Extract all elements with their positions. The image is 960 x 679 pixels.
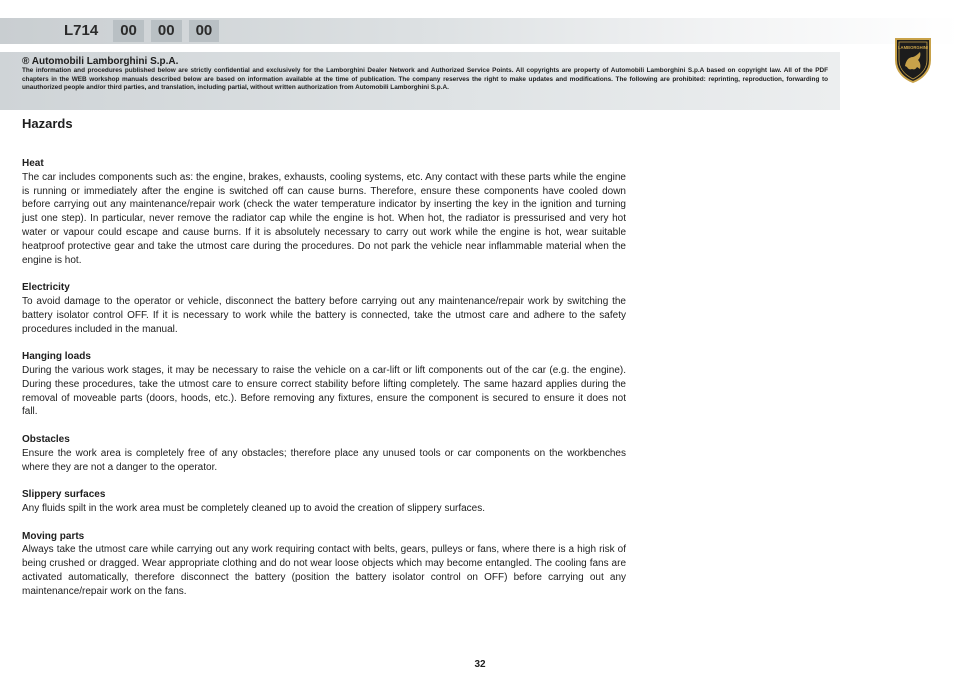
hazard-moving-parts <box>22 530 626 599</box>
copyright-title: ® Automobili Lamborghini S.p.A. <box>22 56 179 67</box>
hazard-body: Any fluids spilt in the work area must be completely cleaned up to avoid the creation of slippery surfaces. <box>22 502 486 514</box>
hazard-body: The car includes components such as: the engine, brakes, exhausts, cooling systems, etc. Any contact with these parts while the engine is running or immediately after the engine is switched off can cause burns. Therefore, ensure these components have cooled down before carrying out any maintenance/repair work (check the water temperature indicator by inserting the key in the ignition and turning just one step). In particular, never remove the radiator cap while the engine is hot. When hot, the radiator is pressurised and very hot water or vapour could escape and cause burns. If it is absolutely necessary to carry out work while the engine is hot, wear suitable heatproof protective gear and take the utmost care during the procedures. Do not park the vehicle near inflammable material when the engine is hot. <box>22 171 626 266</box>
page-number: 32 <box>474 659 486 670</box>
hazard-heading: Hanging loads <box>22 351 91 363</box>
subgroup-code: 00 <box>151 20 182 42</box>
hazard-hanging-loads <box>22 350 626 419</box>
hazard-body: Ensure the work area is completely free of any obstacles; therefore place any unused tools or car components on the workbenches where they are not a danger to the operator. <box>22 447 626 473</box>
model-code: L714 <box>64 22 99 39</box>
hazard-body: Always take the utmost care while carrying out any work requiring contact with belts, gears, pulleys or fans, where there is a high risk of being crushed or dragged. Wear appropriate clothing and do not wear loose objects which may become entangled. The cooling fans are activated automatically, therefore disconnect the battery (position the battery isolator control on OFF) before carrying out any maintenance/repair work on the fans. <box>22 544 626 597</box>
hazard-heading: Slippery surfaces <box>22 489 106 501</box>
hazard-obstacles <box>22 433 626 474</box>
lamborghini-logo-icon <box>893 36 933 84</box>
hazard-body: During the various work stages, it may be necessary to raise the vehicle on a car-lift or lift components out of the car (e.g. the engine). During these procedures, take the utmost care to ensure correct stability before lifting completely. The same hazard applies during the removal of moveable parts (doors, hoods, etc.). Before removing any fixtures, ensure the component is secured to ensure it does not fall. <box>22 364 626 418</box>
hazard-body: To avoid damage to the operator or vehicle, disconnect the battery before carrying out any maintenance/repair work by switching the battery isolator control OFF. If it is necessary to work while the battery is connected, take the utmost care and adhere to the safety procedures included in the manual. <box>22 295 626 335</box>
group-code: 00 <box>113 20 144 42</box>
procedure-code: 00 <box>189 20 220 42</box>
hazard-heading: Moving parts <box>22 530 85 542</box>
hazard-heading: Obstacles <box>22 433 70 445</box>
logo-text: LAMBORGHINI <box>897 45 929 50</box>
copyright-notice: The information and procedures published below are strictly confidential and exclusively for the Lamborghini Dealer Network and Authorized Service Points. All copyrights are property of Automobili Lamborghini S.p.A based on copyright law. All of the PDF chapters in the WEB workshop manuals described below are based on information available at the time of publication. The company reserves the right to make updates and modifications. The following are prohibited: reprinting, reproduction, forwarding to unauthorized people and/or third parties, and translation, including partial, without written authorization from Automobili Lamborghini S.p.A. <box>22 67 828 91</box>
hazards-content <box>22 157 626 612</box>
hazard-heat <box>22 157 626 267</box>
hazard-electricity <box>22 281 626 336</box>
hazard-heading: Electricity <box>22 282 70 294</box>
hazard-slippery-surfaces <box>22 488 626 516</box>
document-code <box>56 20 219 42</box>
section-title: Hazards <box>22 116 73 131</box>
hazard-heading: Heat <box>22 158 44 169</box>
